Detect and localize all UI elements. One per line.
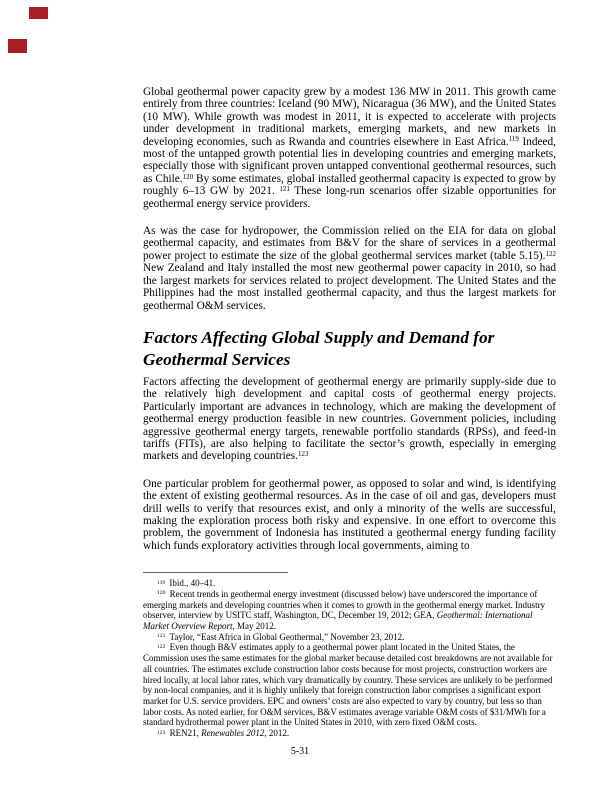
footnote-number: 123 <box>157 729 166 736</box>
footnote-123 <box>143 728 556 739</box>
paragraph-global-capacity-growth: Global geothermal power capacity grew by a modest 136 MW in 2011. This growth came entirely from three countries: Iceland (90 MW), Nicaragua (36 MW), and the United States (10 MW). While growth was modest in 2011, it is expected to accelerate with projects under development in traditional markets, emerging markets, and new markets in developing economies, such as Rwanda and countries elsewhere in East Africa.$^{119}$ Indeed, most of the untapped growth potential lies in developing countries and emerging markets, especially those with significant proven untapped conventional geothermal resources, such as Chile.$^{120}$ By some estimates, global installed geothermal capacity is expected to grow by roughly 6–13 GW by 2021. $^{121}$ These long-run scenarios offer sizable opportunities for geothermal energy service providers. <box>143 86 557 210</box>
footnote-text: Recent trends in geothermal energy investment (discussed below) have underscored the importance of emerging markets and developing countries when it comes to growth in the geothermal energy market. Industry observer, interview by USITC staff, Washington, DC, December 19, 2012; GEA, Geothermal: International Market Overview Report, May 2012. <box>143 588 546 631</box>
footnote-number: 120 <box>157 590 166 597</box>
red-annotation-mark-2 <box>8 39 27 53</box>
footnote-number: 121 <box>157 633 166 640</box>
footnote-119 <box>143 578 556 589</box>
red-annotation-mark-1 <box>29 7 48 19</box>
paragraph-supply-demand-factors: Factors affecting the development of geothermal energy are primarily supply-side due to the relatively high development and capital costs of geothermal energy projects. Particularly important are advances in technology, which are making the development of geothermal energy production feasible in new countries. Government policies, including aggressive geothermal energy targets, renewable portfolio standards (RPSs), and feed-in tariffs (FITs), are also helping to facilitate the sector’s growth, especially in emerging markets and developing countries.$^{123}$ <box>143 375 556 463</box>
footnote-122 <box>143 642 556 728</box>
footnote-121 <box>143 632 556 643</box>
page-content <box>143 86 556 739</box>
footnote-text: REN21, Renewables 2012, 2012. <box>167 728 290 739</box>
footnote-number: 119 <box>157 579 166 586</box>
footnote-text: Ibid., 40–41. <box>167 578 216 589</box>
footnote-number: 122 <box>157 643 166 650</box>
footnote-separator <box>143 572 288 573</box>
paragraph-market-size-estimates: As was the case for hydropower, the Commission relied on the EIA for data on global geothermal capacity, and estimates from B&V for the share of services in a geothermal power project to estimate the size of the global geothermal services market (table 5.15).$^{122}$ New Zealand and Italy installed the most new geothermal power capacity in 2010, so had the largest markets for services related to project development. The United States and the Philippines had the most installed geothermal capacity, and thus the largest markets for geothermal O&M services. <box>143 225 556 312</box>
footnote-text: Taylor, “East Africa in Global Geothermal,” November 23, 2012. <box>167 631 405 642</box>
footnote-text: Even though B&V estimates apply to a geothermal power plant located in the United States, the Commission uses the same estimates for the global market because detailed cost breakdowns are not available for all countries. The estimates exclude construction labor costs because for most projects, construction workers are hired locally, at local labor rates, which vary dramatically by country. These services are unlikely to be performed by non-local companies, and it is highly unlikely that foreign construction labor comprises a significant export market for U.S. service providers. EPC and owners’ costs are also expected to vary by country, but less so than labor costs. As noted earlier, for O&M services, B&V estimates average variable O&M costs of $31/MWh for a standard hydrothermal power plant in the United States in 2010, with zero fixed O&M costs. <box>143 642 553 728</box>
page-number: 5-31 <box>290 746 310 757</box>
footnote-120 <box>143 589 556 632</box>
section-heading: Factors Affecting Global Supply and Demand for Geothermal Services <box>143 327 495 369</box>
paragraph-exploration-risk: One particular problem for geothermal power, as opposed to solar and wind, is identifying the extent of existing geothermal resources. As in the case of oil and gas, developers must drill wells to verify that resources exist, and only a minority of the wells are successful, making the exploration process both risky and expensive. In one effort to overcome this problem, the government of Indonesia has instituted a geothermal energy funding facility which funds exploratory activities through local governments, aiming to <box>143 477 556 552</box>
